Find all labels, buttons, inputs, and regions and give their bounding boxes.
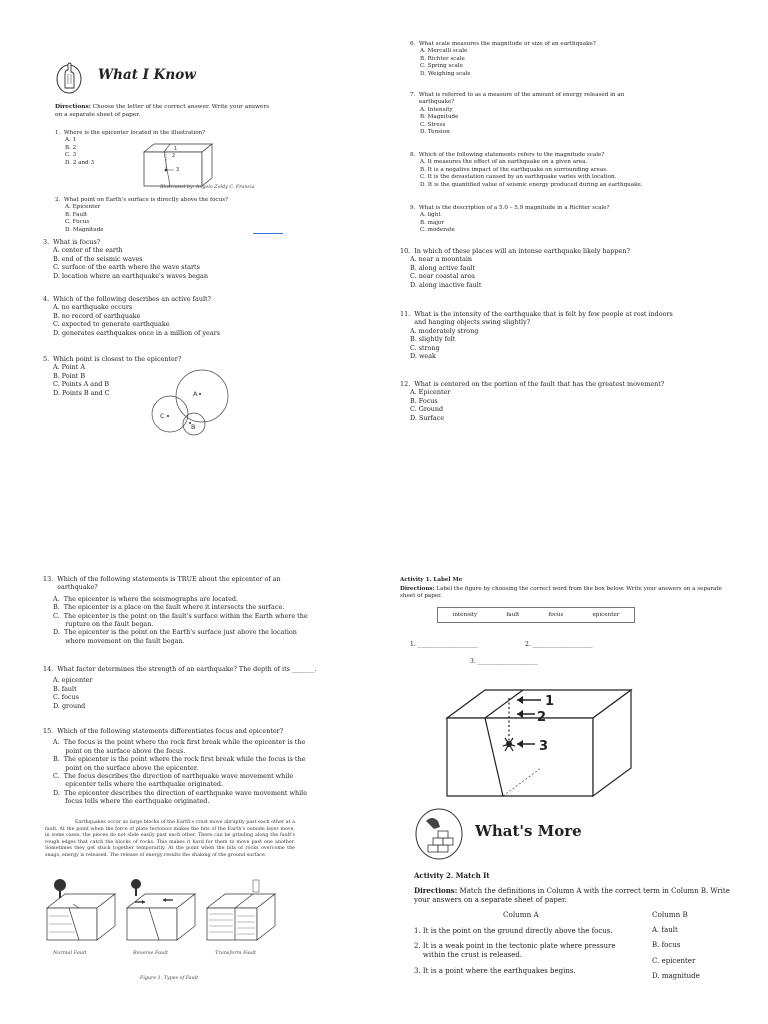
transform-fault-diagram bbox=[207, 880, 275, 940]
blue-underline bbox=[253, 233, 283, 234]
question-4 bbox=[43, 295, 293, 337]
option: D. along inactive fault bbox=[410, 280, 482, 289]
option: B. major bbox=[420, 219, 445, 226]
option: B. along active fault bbox=[410, 263, 476, 272]
answer-blank-3: 3. ____________________ bbox=[470, 658, 538, 665]
option: C. surface of the earth where the wave starts bbox=[53, 263, 200, 272]
option: D. location where an earthquake's waves began bbox=[53, 271, 208, 280]
question-stem: 1. Where is the epicenter located in the illustration? bbox=[55, 130, 206, 136]
option: D. Tension bbox=[420, 129, 450, 136]
option: D. weak bbox=[410, 352, 436, 361]
q5-circles-figure bbox=[150, 368, 240, 438]
question-11 bbox=[400, 310, 720, 360]
option: A. epicenter bbox=[53, 676, 93, 685]
question-stem: 14. What factor determines the strength of an earthquake? The depth of its _______. bbox=[43, 665, 317, 673]
fig-label: 2 bbox=[172, 153, 176, 159]
fault-label: Reverse Fault bbox=[133, 950, 168, 956]
option: C. The focus describes the direction of earthquake wave movement while epicenter tells where the earthquake originated. bbox=[53, 772, 294, 789]
fig-label: C bbox=[160, 412, 165, 420]
question-stem: 13. Which of the following statements is TRUE about the epicenter of an earthquake? bbox=[43, 575, 281, 592]
option: D. It is the quantified value of seismic energy produced during an earthquake. bbox=[420, 181, 643, 188]
option: B. fault bbox=[53, 684, 77, 693]
fig-label: A bbox=[193, 390, 198, 398]
option: C. Spring scale bbox=[420, 63, 463, 70]
directions-label: Directions: bbox=[400, 586, 435, 592]
option: D. Surface bbox=[410, 413, 445, 422]
option: A. center of the earth bbox=[53, 246, 123, 255]
column-b-header: Column B bbox=[652, 910, 688, 919]
question-stem: 8. Which of the following statements refers to the magnitude scale? bbox=[410, 152, 605, 158]
normal-fault-diagram bbox=[47, 879, 115, 940]
question-stem: 5. Which point is closest to the epicenter? bbox=[43, 355, 182, 363]
question-stem: 3. What is focus? bbox=[43, 238, 101, 246]
question-15 bbox=[43, 727, 343, 806]
word-bank-item: epicenter bbox=[592, 612, 620, 618]
option: B. The epicenter is the point where the rock first break while the focus is the point on the surface above the epicenter. bbox=[53, 755, 306, 772]
option: C. 3 bbox=[65, 152, 77, 159]
option: D. Points B and C bbox=[53, 388, 110, 397]
option: A. no earthquake occurs bbox=[53, 303, 133, 312]
option: D. Magnitude bbox=[65, 226, 104, 233]
option: C. moderate bbox=[420, 227, 455, 234]
option: C. expected to generate earthquake bbox=[53, 320, 170, 329]
question-2 bbox=[55, 197, 285, 234]
question-10 bbox=[400, 247, 720, 289]
fault-label: Transform Fault bbox=[215, 950, 257, 956]
column-b-item: B. focus bbox=[652, 941, 681, 949]
figure-caption: Figure 1. Types of Fault bbox=[140, 976, 199, 981]
question-stem: 12. What is centered on the portion of the fault that has the greatest movement? bbox=[400, 380, 665, 388]
option: A. Mercalli scale bbox=[420, 48, 468, 55]
option: B. Magnitude bbox=[420, 114, 459, 121]
reverse-fault-diagram bbox=[127, 879, 195, 940]
question-stem: 2. What point on Earth's surface is directly above the focus? bbox=[55, 197, 229, 203]
answer-blank-1: 1. ____________________ bbox=[410, 641, 478, 648]
option: B. Richter scale bbox=[420, 55, 465, 62]
column-a-header: Column A bbox=[503, 910, 539, 919]
label-me-fault-figure bbox=[445, 688, 635, 798]
question-6 bbox=[410, 41, 710, 78]
directions-text: Choose the letter of the correct answer. Write your answers on a separate sheet of paper. bbox=[55, 104, 270, 118]
what-i-know-icon bbox=[54, 58, 84, 96]
option: B. The epicenter is a place on the fault where it intersects the surface. bbox=[53, 603, 285, 612]
option: D. The epicenter is the point on the Earth's surface just above the location where movement on the fault began. bbox=[53, 628, 297, 645]
option: A. Epicenter bbox=[410, 388, 451, 397]
activity-2-title: Activity 2. Match It bbox=[414, 871, 490, 880]
fig-label: B bbox=[191, 423, 196, 431]
option: C. It is the devastation caused by an earthquake varies with location. bbox=[420, 174, 617, 181]
option: D. ground bbox=[53, 701, 86, 710]
column-a-item: 1. It is the point on the ground directly above the focus. bbox=[414, 927, 613, 935]
option: A. It measures the effect of an earthquake on a given area. bbox=[420, 159, 588, 166]
option: C. Stress bbox=[420, 121, 446, 128]
option: C. The epicenter is the point on the fault's surface within the Earth where the rupture on the fault began. bbox=[53, 611, 308, 629]
question-7 bbox=[410, 92, 710, 136]
option: B. slightly felt bbox=[410, 335, 456, 344]
option: A. The focus is the point where the rock first break while the epicenter is the point on the surface above the focus. bbox=[53, 738, 306, 755]
option: C. focus bbox=[53, 693, 79, 702]
option: B. It is a negative impact of the earthquake on surrounding areas. bbox=[420, 166, 608, 173]
whats-more-icon bbox=[414, 807, 464, 861]
question-stem: 4. Which of the following describes an active fault? bbox=[43, 295, 211, 303]
option: A. Intensity bbox=[420, 106, 453, 113]
option: D. 2 and 3 bbox=[65, 159, 95, 166]
option: B. 2 bbox=[65, 144, 77, 151]
option: A. Epicenter bbox=[65, 204, 101, 211]
option: A. moderately strong bbox=[410, 326, 479, 335]
question-stem: 15. Which of the following statements differentiates focus and epicenter? bbox=[43, 727, 284, 735]
question-stem: 9. What is the description of a 5.0 – 5.9 magnitude in a Richter scale? bbox=[410, 205, 610, 211]
column-a-item: 2. It is a weak point in the tectonic plate where pressure within the crust is released. bbox=[414, 942, 616, 959]
question-9 bbox=[410, 205, 710, 235]
fault-label: Normal Fault bbox=[53, 950, 87, 956]
question-14 bbox=[43, 665, 343, 710]
question-8 bbox=[410, 152, 730, 189]
option: A. The epicenter is where the seismographs are located. bbox=[53, 594, 239, 603]
option: B. Point B bbox=[53, 371, 86, 380]
fig-label: 3 bbox=[176, 167, 180, 173]
directions-text: Match the definitions in Column A with the correct term in Column B. Write your answers on a separate sheet of paper. bbox=[414, 887, 730, 905]
option: B. no record of earthquake bbox=[53, 311, 141, 320]
option: D. Weighing scale bbox=[420, 70, 471, 77]
option: C. near coastal area bbox=[410, 272, 475, 281]
question-stem: 11. What is the intensity of the earthquake that is felt by few people at rest indoors and hanging objects swing slightly? bbox=[400, 310, 673, 327]
option: C. Focus bbox=[65, 219, 90, 226]
fig-label: 1 bbox=[545, 694, 555, 709]
activity-1-directions bbox=[400, 586, 730, 600]
word-bank-item: fault bbox=[506, 612, 520, 618]
column-b-item: D. magnitude bbox=[652, 972, 700, 980]
fig-label: 2 bbox=[537, 710, 547, 725]
word-bank-item: focus bbox=[548, 612, 564, 618]
illustration-credit: Illustrated by: Angelo Zoldy C. Francia bbox=[160, 185, 255, 190]
fault-types-figure bbox=[45, 878, 285, 958]
option: B. Focus bbox=[410, 396, 438, 405]
word-bank-box bbox=[437, 607, 635, 623]
word-bank-item: intensity bbox=[452, 612, 478, 618]
option: A. Point A bbox=[53, 363, 85, 372]
question-stem: 10. In which of these places will an intense earthquake likely happen? bbox=[400, 247, 630, 255]
directions-label: Directions: bbox=[55, 104, 91, 110]
what-i-know-directions bbox=[55, 104, 277, 119]
directions-text: Label the figure by choosing the correct word from the box below. Write your answers on a separate sheet of paper. bbox=[400, 586, 722, 599]
activity-2-directions bbox=[414, 886, 734, 906]
option: A. light bbox=[420, 212, 441, 219]
question-13 bbox=[43, 575, 343, 645]
option: D. generates earthquakes once in a million of years bbox=[53, 328, 220, 337]
directions-label: Directions: bbox=[414, 886, 458, 895]
q1-fault-block-figure bbox=[140, 140, 220, 190]
option: A. near a mountain bbox=[410, 255, 472, 264]
option: A. 1 bbox=[65, 137, 77, 144]
option: D. The epicenter describes the direction of earthquake wave movement while focus tells where the earthquake originated. bbox=[53, 788, 307, 806]
question-12 bbox=[400, 380, 720, 422]
activity-1-title: Activity 1. Label Me bbox=[400, 577, 463, 583]
option: C. Points A and B bbox=[53, 380, 110, 389]
option: C. strong bbox=[410, 343, 440, 352]
column-b-item: A. fault bbox=[652, 926, 678, 934]
earthquake-paragraph: Earthquakes occur as large blocks of the Earth's crust move abruptly past each other at a fault. At the point when the force of plate tectonics makes the bits of the Earth's outside layer move, in some cases, the pieces do not slide easily past each other. There can be grinding along the fault's rough edges that catch the blocks of rocks. This makes it hard for them to move past one another. Sometimes they get stuck together temporarily. At the point when the bits of rocks overcome the snags, energy is released. The release of energy results the shaking of the ground surface. bbox=[45, 820, 295, 858]
question-stem: 7. What is referred to as a measure of the amount of energy released in an earthquake? bbox=[410, 92, 625, 106]
column-a-item: 3. It is a point where the earthquakes begins. bbox=[414, 967, 576, 975]
option: B. end of the seismic waves bbox=[53, 254, 143, 263]
fig-label: 1 bbox=[174, 146, 178, 152]
option: B. Fault bbox=[65, 211, 88, 218]
what-i-know-title: What I Know bbox=[98, 67, 196, 83]
column-b-item: C. epicenter bbox=[652, 957, 696, 965]
question-3 bbox=[43, 238, 283, 280]
whats-more-title: What's More bbox=[475, 822, 582, 840]
answer-blank-2: 2. ____________________ bbox=[525, 641, 593, 648]
question-stem: 6. What scale measures the magnitude or size of an earthquake? bbox=[410, 41, 596, 47]
fig-label: 3 bbox=[539, 739, 549, 754]
option: C. Ground bbox=[410, 405, 444, 414]
